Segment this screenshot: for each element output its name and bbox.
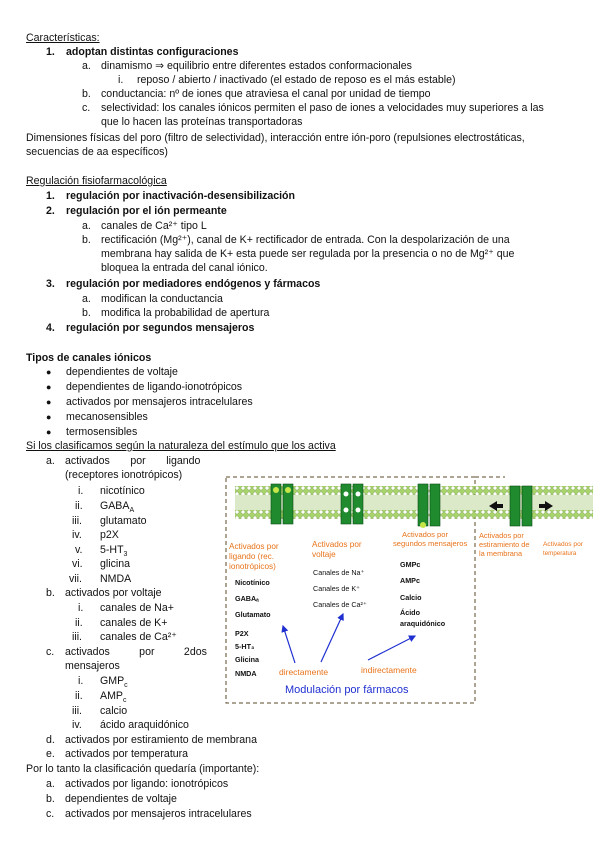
roman-text: canales de Ca²⁺ — [100, 631, 177, 643]
list-marker: b. — [82, 234, 91, 246]
roman-marker: v. — [75, 544, 83, 556]
list-marker: c. — [46, 646, 55, 658]
list-text: canales de Ca²⁺ tipo L — [101, 220, 207, 232]
item-number: 1. — [46, 46, 55, 58]
voltaje-item: Canales de Na⁺ — [313, 568, 365, 577]
list-text: activados por temperatura — [65, 748, 189, 760]
item-title: regulación por inactivación-desensibilización — [66, 190, 295, 202]
indirectamente-label: indirectamente — [361, 665, 417, 675]
roman-marker: iii. — [72, 515, 83, 527]
paragraph-line: secuencias de aa específicos) — [26, 146, 168, 158]
roman-text: glutamato — [100, 515, 147, 527]
list-marker: c. — [46, 808, 55, 820]
list-text: reposo / abierto / inactivado (el estado de reposo es el más estable) — [137, 74, 456, 86]
list-marker: a. — [46, 455, 55, 467]
ion-channel-diagram — [225, 476, 598, 704]
mensajeros-item: AMPc — [400, 576, 420, 585]
voltaje-item: Canales de K⁺ — [313, 584, 360, 593]
ligando-item: P2X — [235, 629, 249, 638]
ligando-item: 5-HT₃ — [235, 642, 255, 651]
roman-text: $5-HT_3$ — [100, 544, 128, 559]
bullet-text: termosensibles — [66, 426, 138, 438]
mensajeros-item: Ácido — [400, 608, 420, 617]
list-marker: a. — [82, 293, 91, 305]
modulacion-title: Modulación por fármacos — [285, 684, 409, 696]
roman-text: calcio — [100, 705, 128, 717]
roman-marker: vii. — [69, 573, 82, 585]
roman-text: nicotínico — [100, 485, 145, 497]
ligando-item: Nicotínico — [235, 578, 270, 587]
bullet-text: mecanosensibles — [66, 411, 148, 423]
bullet-text: dependientes de ligando-ionotrópicos — [66, 381, 243, 393]
header-estiramiento-line: la membrana — [479, 549, 523, 558]
ion-channel-figure — [225, 476, 598, 704]
roman-text: $GABA_A$ — [100, 500, 135, 515]
list-marker: b. — [82, 88, 91, 100]
list-marker: b. — [46, 793, 55, 805]
bullet-icon: ● — [46, 412, 52, 422]
roman-text: $AMP_c$ — [100, 690, 127, 705]
bullet-icon: ● — [46, 382, 52, 392]
list-text: modifican la conductancia — [101, 293, 223, 305]
list-text: activados por estiramiento de membrana — [65, 734, 257, 746]
item-title: regulación por segundos mensajeros — [66, 322, 255, 334]
voltaje-item: Canales de Ca²⁺ — [313, 600, 367, 609]
list-marker: a. — [82, 60, 91, 72]
list-text: conductancia: nº de iones que atraviesa el canal por unidad de tiempo — [101, 88, 431, 100]
item-number: 4. — [46, 322, 55, 334]
list-text: activados por 2dos — [65, 646, 207, 658]
mensajeros-item: Calcio — [400, 593, 422, 602]
roman-text: ácido araquidónico — [100, 719, 189, 731]
header-mensajeros-line: segundos mensajeros — [393, 539, 468, 548]
header-voltaje-line: Activados por — [312, 540, 362, 549]
item-number: 2. — [46, 205, 55, 217]
roman-marker: iv. — [72, 719, 82, 731]
list-text: modifica la probabilidad de apertura — [101, 307, 270, 319]
header-estiramiento-line: Activados por — [479, 531, 524, 540]
tipos-heading: Tipos de canales iónicos — [26, 352, 152, 364]
header-mensajeros-line: Activados por — [402, 530, 449, 539]
header-ligando-line: Activados por — [229, 542, 279, 551]
header-estiramiento-line: estiramiento de — [479, 540, 530, 549]
roman-marker: ii. — [75, 617, 83, 629]
list-text: activados por voltaje — [65, 587, 162, 599]
bullet-icon: ● — [46, 397, 52, 407]
list-text: bloquea la entrada del canal iónico. — [101, 262, 268, 274]
list-marker: b. — [46, 587, 55, 599]
list-text: dinamismo ⇒ equilibrio entre diferentes estados conformacionales — [101, 60, 412, 72]
mensajeros-item: araquidónico — [400, 619, 446, 628]
header-temperatura-line: Activados por — [543, 541, 583, 548]
list-text: activados por ligando — [65, 455, 201, 467]
roman-marker: vi. — [72, 558, 83, 570]
roman-marker: iii. — [72, 705, 83, 717]
roman-marker: i. — [78, 485, 84, 497]
list-text: mensajeros — [65, 660, 120, 672]
ligando-item: NMDA — [235, 669, 257, 678]
roman-marker: ii. — [75, 500, 83, 512]
clasificacion-heading: Si los clasificamos según la naturaleza del estímulo que los activa — [26, 440, 336, 452]
item-title: regulación por mediadores endógenos y fármacos — [66, 278, 321, 290]
roman-marker: iii. — [72, 631, 83, 643]
list-text: selectividad: los canales iónicos permiten el paso de iones a velocidades muy superiores a las — [101, 102, 544, 114]
bullet-text: dependientes de voltaje — [66, 366, 178, 378]
header-ligando-line: ligando (rec. — [229, 552, 275, 561]
list-text: activados por mensajeros intracelulares — [65, 808, 252, 820]
item-number: 1. — [46, 190, 55, 202]
list-marker: i. — [118, 74, 124, 86]
item-number: 3. — [46, 278, 55, 290]
roman-marker: i. — [78, 602, 84, 614]
paragraph-line: Dimensiones físicas del poro (filtro de selectividad), interacción entre ión-poro (repulsiones electrostáticas, — [26, 132, 525, 144]
directamente-label: directamente — [279, 667, 329, 677]
caracteristicas-heading: Características: — [26, 32, 100, 44]
roman-text: canales de Na+ — [100, 602, 174, 614]
bullet-text: activados por mensajeros intracelulares — [66, 396, 253, 408]
list-text: que lo hacen las proteínas transportadoras — [101, 116, 303, 128]
mensajeros-item: GMPc — [400, 560, 421, 569]
list-text: dependientes de voltaje — [65, 793, 177, 805]
list-text: (receptores ionotrópicos) — [65, 469, 183, 481]
roman-text: glicina — [100, 558, 131, 570]
bullet-icon: ● — [46, 427, 52, 437]
list-marker: c. — [82, 102, 91, 114]
roman-text: p2X — [100, 529, 119, 541]
bullet-icon: ● — [46, 367, 52, 377]
list-marker: e. — [46, 748, 55, 760]
header-voltaje-line: voltaje — [312, 550, 336, 559]
list-marker: a. — [46, 778, 55, 790]
list-text: rectificación (Mg²⁺), canal de K+ rectificador de entrada. Con la despolarización de una — [101, 234, 510, 246]
list-marker: d. — [46, 734, 55, 746]
roman-marker: ii. — [75, 690, 83, 702]
item-title: adoptan distintas configuraciones — [66, 46, 239, 58]
header-temperatura-line: temperatura — [543, 550, 577, 557]
header-ligando-line: ionotrópicos) — [229, 562, 276, 571]
list-marker: b. — [82, 307, 91, 319]
roman-text: canales de K+ — [100, 617, 168, 629]
roman-text: NMDA — [100, 573, 132, 585]
roman-marker: i. — [78, 675, 84, 687]
item-title: regulación por el ión permeante — [66, 205, 227, 217]
ligando-item: GABAₐ — [235, 594, 259, 603]
list-marker: a. — [82, 220, 91, 232]
list-text: activados por ligando: ionotrópicos — [65, 778, 229, 790]
final-heading: Por lo tanto la clasificación quedaría (importante): — [26, 763, 260, 775]
ligando-item: Glutamato — [235, 610, 271, 619]
regulacion-heading: Regulación fisiofarmacológica — [26, 175, 167, 187]
list-text: membrana hay salida de K+ esta puede ser regulada por la presencia o no de Mg²⁺ que — [101, 248, 515, 260]
roman-text: $GMP_c$ — [100, 675, 128, 690]
ligando-item: Glicina — [235, 655, 259, 664]
roman-marker: iv. — [72, 529, 82, 541]
